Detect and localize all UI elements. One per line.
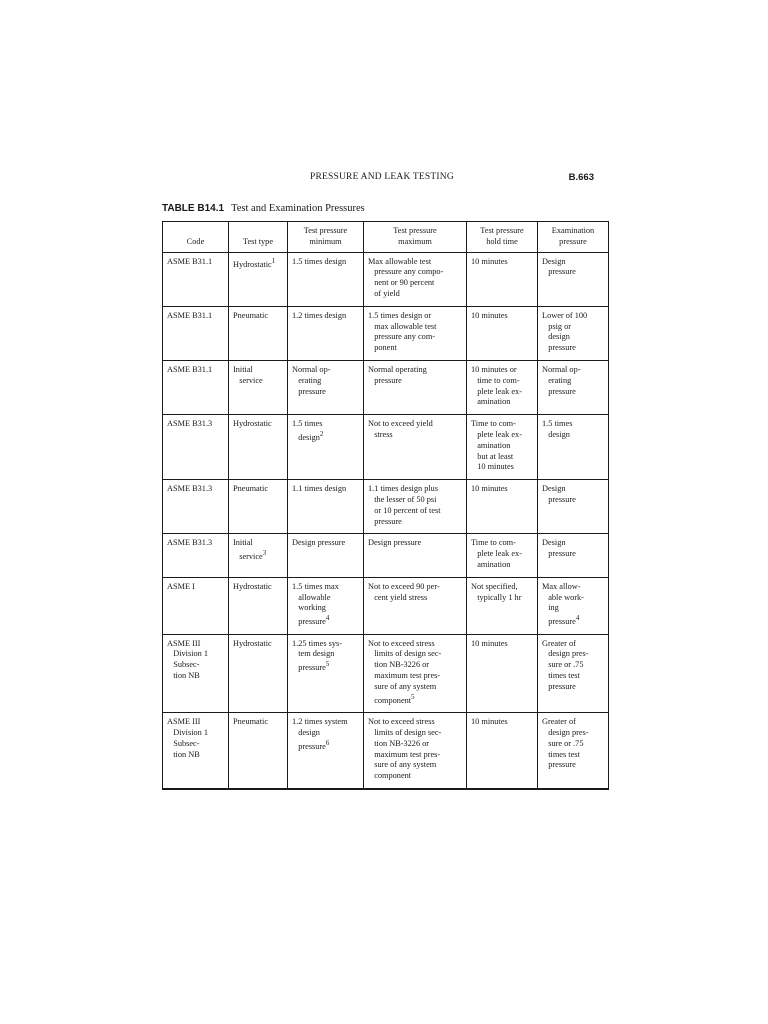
running-title: PRESSURE AND LEAK TESTING bbox=[310, 172, 454, 182]
table-header bbox=[163, 222, 609, 253]
exam-cell: Lower of 100 psig or design pressure bbox=[538, 306, 609, 360]
code-cell: ASME B31.3 bbox=[163, 415, 229, 480]
footnote-marker: 5 bbox=[325, 661, 330, 669]
table-row bbox=[163, 534, 609, 577]
code-cell: ASME III Division 1 Subsec- tion NB bbox=[163, 634, 229, 713]
exam-cell: Greater of design pres- sure or .75 times test pressure bbox=[538, 634, 609, 713]
header-row bbox=[163, 222, 609, 253]
test-type-cell: Initial service bbox=[229, 360, 288, 414]
footnote-marker: 4 bbox=[575, 615, 580, 623]
code-cell: ASME B31.3 bbox=[163, 534, 229, 577]
code-cell: ASME B31.1 bbox=[163, 252, 229, 306]
footnote-marker: 1 bbox=[271, 257, 276, 265]
min-cell: Normal op- erating pressure bbox=[288, 360, 364, 414]
hold-cell: 10 minutes bbox=[467, 634, 538, 713]
test-type-cell: Initial service$^3$ bbox=[229, 534, 288, 577]
table-row bbox=[163, 252, 609, 306]
max-cell: 1.5 times design or max allowable test pressure any com- ponent bbox=[364, 306, 467, 360]
min-cell: 1.25 times sys- tem design pressure$^5$ bbox=[288, 634, 364, 713]
table-body bbox=[163, 252, 609, 789]
hold-cell: 10 minutes bbox=[467, 306, 538, 360]
col-header-exam: Examination pressure bbox=[538, 222, 609, 253]
exam-cell: Normal op- erating pressure bbox=[538, 360, 609, 414]
code-cell: ASME B31.1 bbox=[163, 306, 229, 360]
footnote-marker: 4 bbox=[325, 615, 330, 623]
col-header-test-type: Test type bbox=[229, 222, 288, 253]
test-type-cell: Pneumatic bbox=[229, 306, 288, 360]
test-type-cell: Hydrostatic bbox=[229, 577, 288, 634]
max-cell: Max allowable test pressure any compo- nent or 90 percent of yield bbox=[364, 252, 467, 306]
exam-cell: Max allow- able work- ing pressure$^4$ bbox=[538, 577, 609, 634]
col-header-hold: Test pressure hold time bbox=[467, 222, 538, 253]
test-type-cell: Hydrostatic$^1$ bbox=[229, 252, 288, 306]
hold-cell: Time to com- plete leak ex- amination but at least 10 minutes bbox=[467, 415, 538, 480]
footnote-marker: 2 bbox=[319, 430, 324, 438]
exam-cell: 1.5 times design bbox=[538, 415, 609, 480]
min-cell: 1.5 times design$^2$ bbox=[288, 415, 364, 480]
min-cell: 1.5 times max allowable working pressure$^4$ bbox=[288, 577, 364, 634]
hold-cell: 10 minutes or time to com- plete leak ex- amination bbox=[467, 360, 538, 414]
code-cell: ASME I bbox=[163, 577, 229, 634]
min-cell: 1.1 times design bbox=[288, 480, 364, 534]
col-header-code: Code bbox=[163, 222, 229, 253]
test-type-cell: Hydrostatic bbox=[229, 415, 288, 480]
table-row bbox=[163, 480, 609, 534]
test-type-cell: Hydrostatic bbox=[229, 634, 288, 713]
max-cell: Not to exceed yield stress bbox=[364, 415, 467, 480]
table-row bbox=[163, 415, 609, 480]
pressure-table bbox=[162, 221, 609, 790]
running-header bbox=[162, 172, 594, 186]
code-cell: ASME B31.3 bbox=[163, 480, 229, 534]
hold-cell: 10 minutes bbox=[467, 713, 538, 789]
max-cell: Not to exceed stress limits of design sec- tion NB-3226 or maximum test pres- sure of any system component$^5$ bbox=[364, 634, 467, 713]
min-cell: Design pressure bbox=[288, 534, 364, 577]
max-cell: Normal operating pressure bbox=[364, 360, 467, 414]
page-number: B.663 bbox=[568, 172, 594, 183]
footnote-marker: 5 bbox=[411, 693, 415, 701]
footnote-marker: 6 bbox=[325, 739, 330, 747]
table-caption bbox=[162, 203, 365, 214]
table-row bbox=[163, 306, 609, 360]
table-label: TABLE B14.1 bbox=[162, 203, 225, 214]
min-cell: 1.2 times design bbox=[288, 306, 364, 360]
code-cell: ASME B31.1 bbox=[163, 360, 229, 414]
table-row bbox=[163, 634, 609, 713]
min-cell: 1.5 times design bbox=[288, 252, 364, 306]
exam-cell: Greater of design pres- sure or .75 times test pressure bbox=[538, 713, 609, 789]
table-row bbox=[163, 577, 609, 634]
test-type-cell: Pneumatic bbox=[229, 713, 288, 789]
table-title: Test and Examination Pressures bbox=[231, 203, 365, 214]
exam-cell: Design pressure bbox=[538, 534, 609, 577]
footnote-marker: 3 bbox=[262, 550, 267, 558]
max-cell: Design pressure bbox=[364, 534, 467, 577]
hold-cell: Not specified, typically 1 hr bbox=[467, 577, 538, 634]
hold-cell: Time to com- plete leak ex- amination bbox=[467, 534, 538, 577]
min-cell: 1.2 times system design pressure$^6$ bbox=[288, 713, 364, 789]
hold-cell: 10 minutes bbox=[467, 480, 538, 534]
max-cell: Not to exceed stress limits of design sec- tion NB-3226 or maximum test pres- sure of any system component bbox=[364, 713, 467, 789]
col-header-max: Test pressure maximum bbox=[364, 222, 467, 253]
table-row bbox=[163, 360, 609, 414]
hold-cell: 10 minutes bbox=[467, 252, 538, 306]
test-type-cell: Pneumatic bbox=[229, 480, 288, 534]
max-cell: Not to exceed 90 per- cent yield stress bbox=[364, 577, 467, 634]
code-cell: ASME III Division 1 Subsec- tion NB bbox=[163, 713, 229, 789]
exam-cell: Design pressure bbox=[538, 480, 609, 534]
col-header-min: Test pressure minimum bbox=[288, 222, 364, 253]
exam-cell: Design pressure bbox=[538, 252, 609, 306]
max-cell: 1.1 times design plus the lesser of 50 psi or 10 percent of test pressure bbox=[364, 480, 467, 534]
table-row bbox=[163, 713, 609, 789]
